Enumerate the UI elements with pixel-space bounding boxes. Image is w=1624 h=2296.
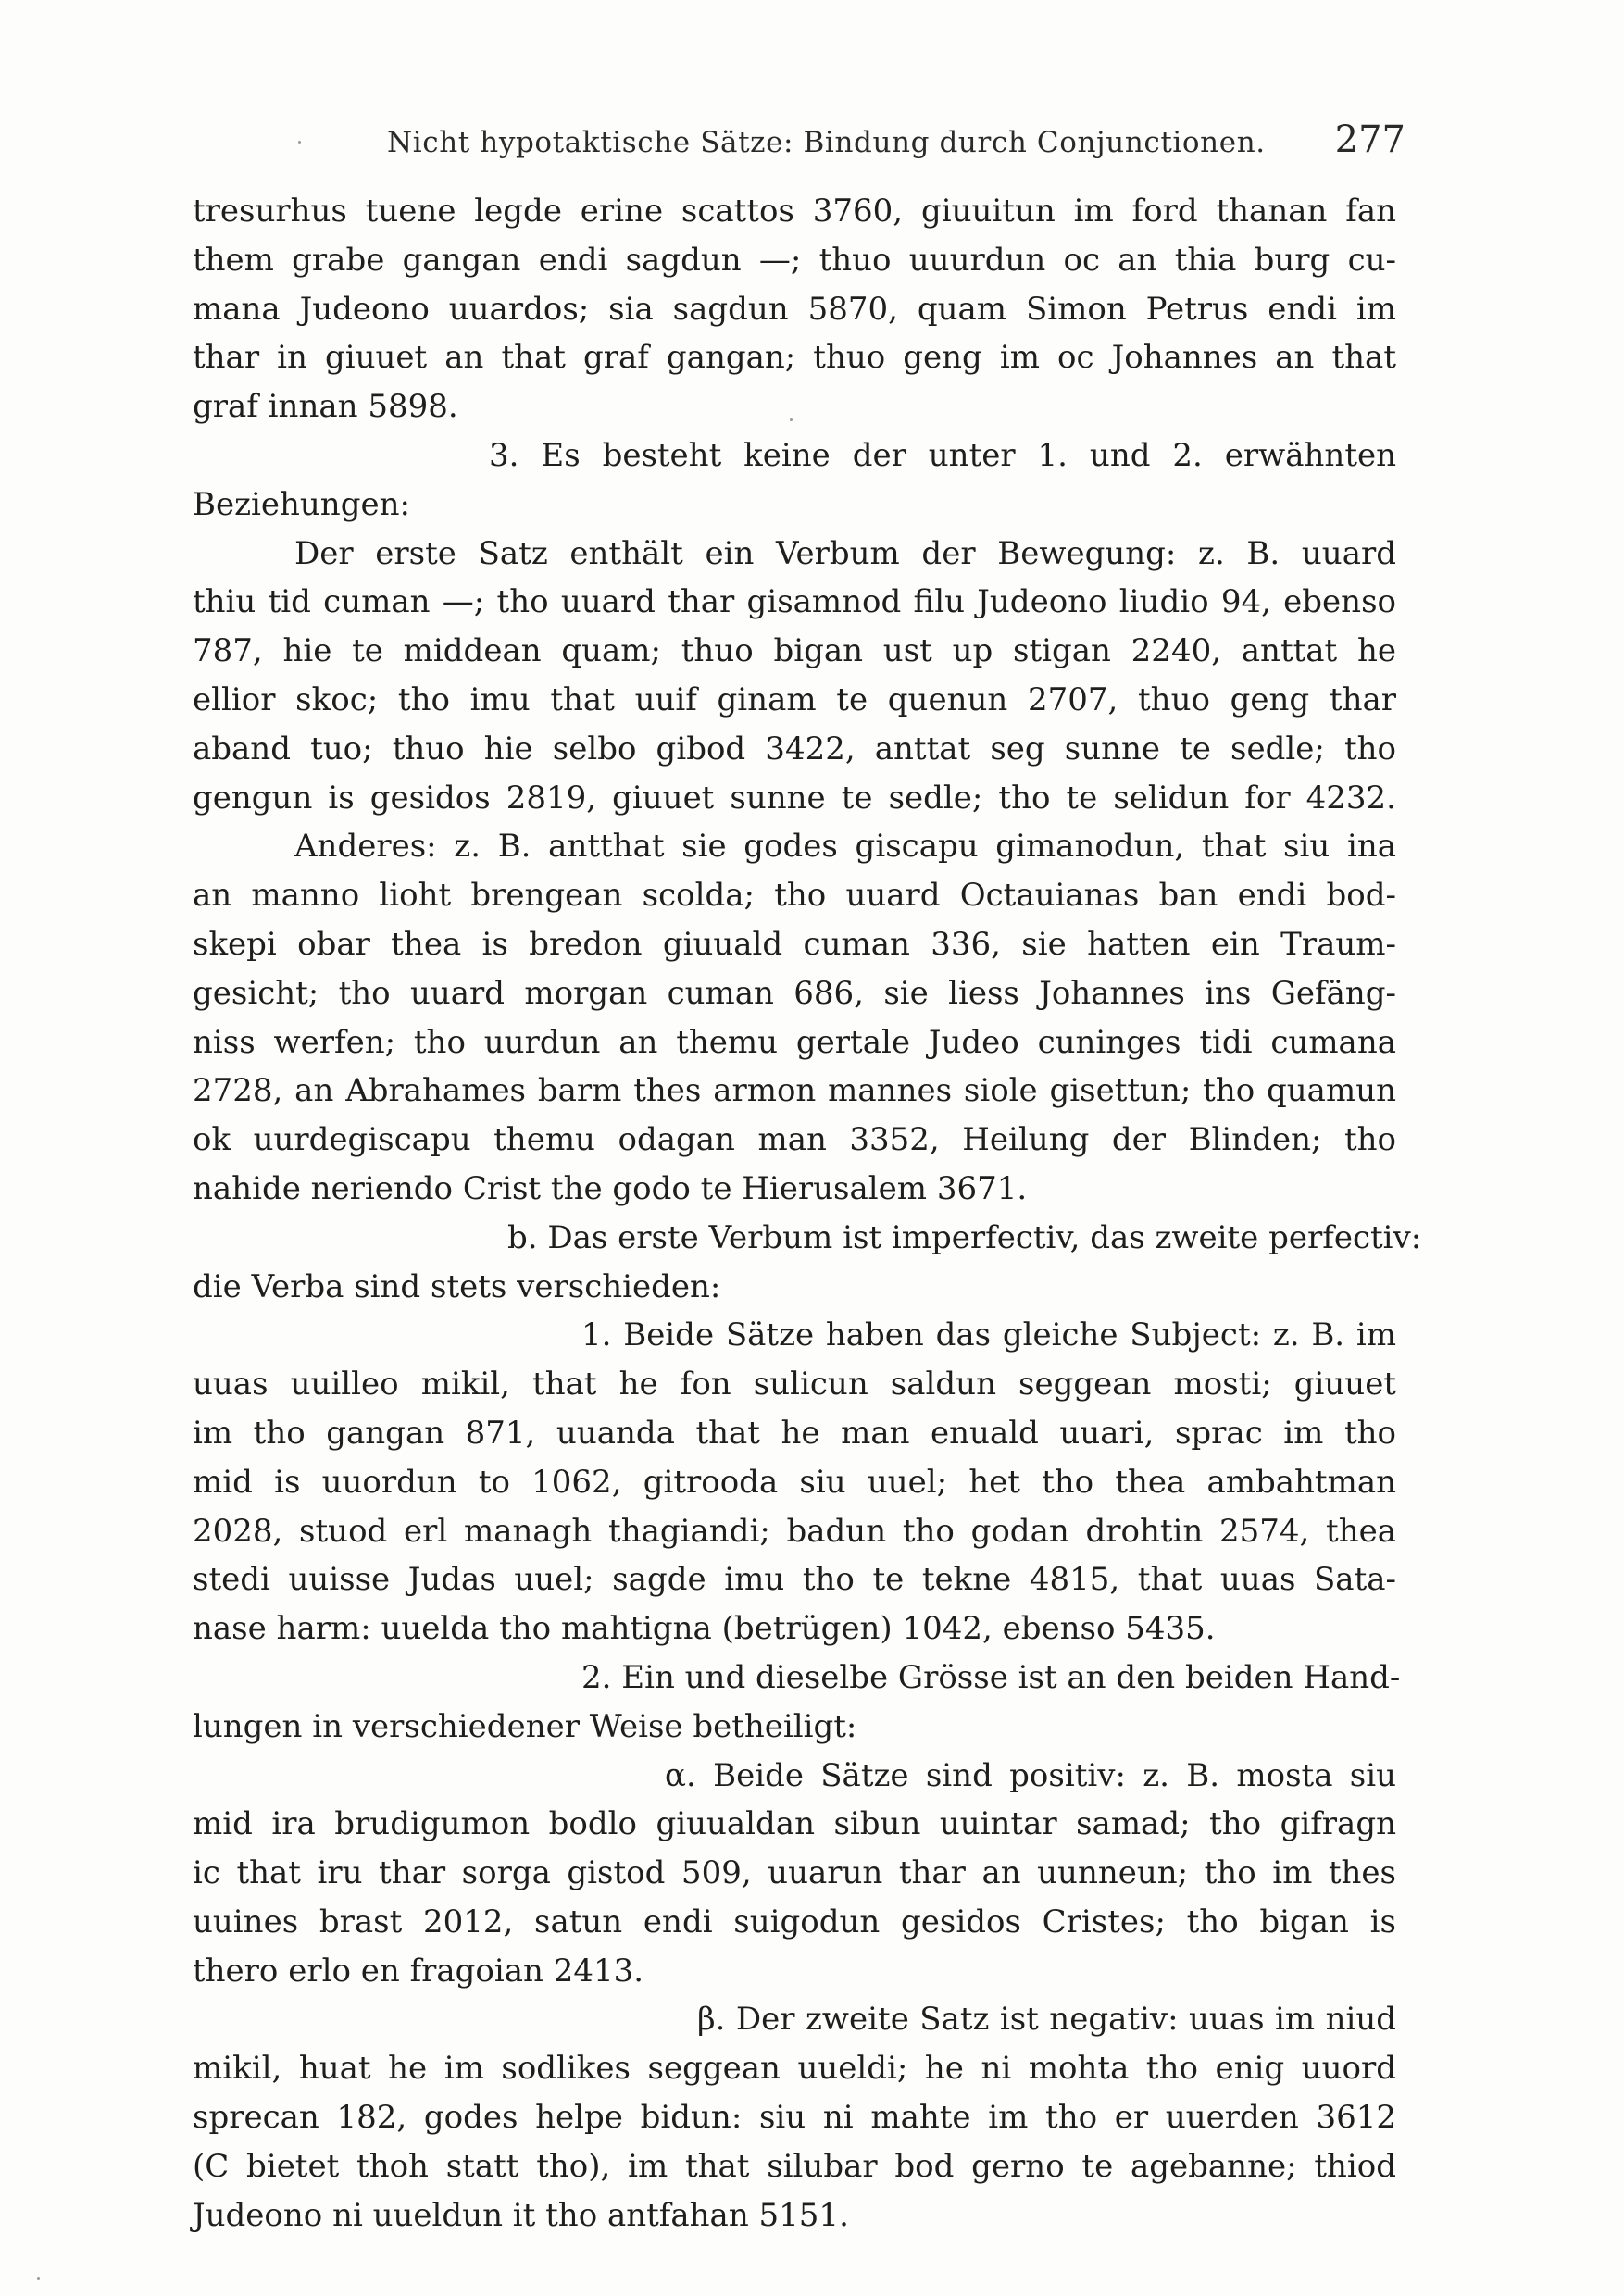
section-heading-line: 3. Es besteht keine der unter 1. und 2. erwähnten bbox=[489, 436, 1396, 474]
text-line: ok uurdegiscapu themu odagan man 3352, Heilung der Blinden; tho bbox=[193, 1121, 1396, 1159]
text-line: mid is uuordun to 1062, gitrooda siu uuel; het tho thea ambahtman bbox=[193, 1463, 1396, 1501]
text-line: stedi uuisse Judas uuel; sagde imu tho te tekne 4815, that uuas Sata- bbox=[193, 1561, 1396, 1599]
running-head: Nicht hypotaktische Sätze: Bindung durch Conjunctionen. bbox=[387, 126, 1266, 159]
text-line: skepi obar thea is bredon giuuald cuman 336, sie hatten ein Traum- bbox=[193, 925, 1396, 963]
text-line: lungen in verschiedener Weise betheiligt: bbox=[193, 1707, 857, 1745]
text-line: thero erlo en fragoian 2413. bbox=[193, 1952, 644, 1990]
page-header bbox=[193, 119, 1405, 174]
text-line: Anderes: z. B. antthat sie godes giscapu gimanodun, that siu ina bbox=[294, 828, 1396, 866]
text-line: Beziehungen: bbox=[193, 485, 410, 523]
section-heading-line: α. Beide Sätze sind positiv: z. B. mosta siu bbox=[665, 1756, 1396, 1794]
text-line: aband tuo; thuo hie selbo gibod 3422, anttat seg sunne te sedle; tho bbox=[193, 730, 1396, 767]
text-line: thar in giuuet an that graf gangan; thuo geng im oc Johannes an that bbox=[193, 339, 1396, 377]
text-line: mikil, huat he im sodlikes seggean uueldi; he ni mohta tho enig uuord bbox=[193, 2050, 1396, 2088]
text-line: ic that iru thar sorga gistod 509, uuarun thar an uunneun; tho im thes bbox=[193, 1854, 1396, 1892]
section-heading-line: 1. Beide Sätze haben das gleiche Subject: z. B. im bbox=[581, 1316, 1396, 1354]
text-line: ellior skoc; tho imu that uuif ginam te quenun 2707, thuo geng thar bbox=[193, 680, 1396, 718]
text-line: tresurhus tuene legde erine scattos 3760, giuuitun im ford thanan fan bbox=[193, 193, 1396, 230]
text-line: gengun is gesidos 2819, giuuet sunne te sedle; tho te selidun for 4232. bbox=[193, 779, 1396, 817]
paper-speck bbox=[790, 418, 793, 421]
text-line: die Verba sind stets verschieden: bbox=[193, 1267, 721, 1305]
section-heading-line: 2. Ein und dieselbe Grösse ist an den beiden Hand- bbox=[581, 1658, 1401, 1696]
text-line: mana Judeono uuardos; sia sagdun 5870, quam Simon Petrus endi im bbox=[193, 290, 1396, 328]
text-line: them grabe gangan endi sagdun —; thuo uuurdun oc an thia burg cu- bbox=[193, 241, 1396, 279]
text-line: niss werfen; tho uurdun an themu gertale Judeo cuninges tidi cumana bbox=[193, 1023, 1396, 1061]
text-line: nase harm: uuelda tho mahtigna (betrügen) 1042, ebenso 5435. bbox=[193, 1610, 1216, 1648]
text-line: gesicht; tho uuard morgan cuman 686, sie liess Johannes ins Gefäng- bbox=[193, 974, 1396, 1012]
text-line: uuines brast 2012, satun endi suigodun gesidos Cristes; tho bigan is bbox=[193, 1903, 1396, 1940]
section-heading-line: β. Der zweite Satz ist negativ: uuas im niud bbox=[697, 2001, 1396, 2039]
text-line: graf innan 5898. bbox=[193, 388, 458, 426]
text-line: thiu tid cuman —; tho uuard thar gisamnod filu Judeono liudio 94, ebenso bbox=[193, 583, 1396, 621]
body-text bbox=[193, 187, 1422, 2240]
page-number: 277 bbox=[1334, 119, 1405, 161]
paper-speck bbox=[37, 2277, 40, 2280]
text-line: (C bietet thoh statt tho), im that silubar bod gerno te agebanne; thiod bbox=[193, 2147, 1396, 2185]
text-line: 787, hie te middean quam; thuo bigan ust up stigan 2240, anttat he bbox=[193, 632, 1396, 670]
text-line: an manno lioht brengean scolda; tho uuard Octauianas ban endi bod- bbox=[193, 877, 1396, 915]
text-line: sprecan 182, godes helpe bidun: siu ni mahte im tho er uuerden 3612 bbox=[193, 2099, 1396, 2137]
text-line: nahide neriendo Crist the godo te Hierusalem 3671. bbox=[193, 1169, 1028, 1207]
text-line: mid ira brudigumon bodlo giuualdan sibun uuintar samad; tho gifragn bbox=[193, 1805, 1396, 1843]
text-line: Der erste Satz enthält ein Verbum der Bewegung: z. B. uuard bbox=[294, 534, 1396, 572]
text-line: 2728, an Abrahames barm thes armon mannes siole gisettun; tho quamun bbox=[193, 1072, 1396, 1110]
text-line: im tho gangan 871, uuanda that he man enuald uuari, sprac im tho bbox=[193, 1414, 1396, 1452]
text-line: Judeono ni uueldun it tho antfahan 5151. bbox=[193, 2196, 849, 2234]
text-line: 2028, stuod erl managh thagiandi; badun tho godan drohtin 2574, thea bbox=[193, 1512, 1396, 1550]
text-line: uuas uuilleo mikil, that he fon sulicun saldun seggean mosti; giuuet bbox=[193, 1366, 1396, 1404]
paper-speck bbox=[298, 141, 301, 144]
section-heading-line: b. Das erste Verbum ist imperfectiv, das zweite perfectiv: bbox=[507, 1218, 1422, 1256]
